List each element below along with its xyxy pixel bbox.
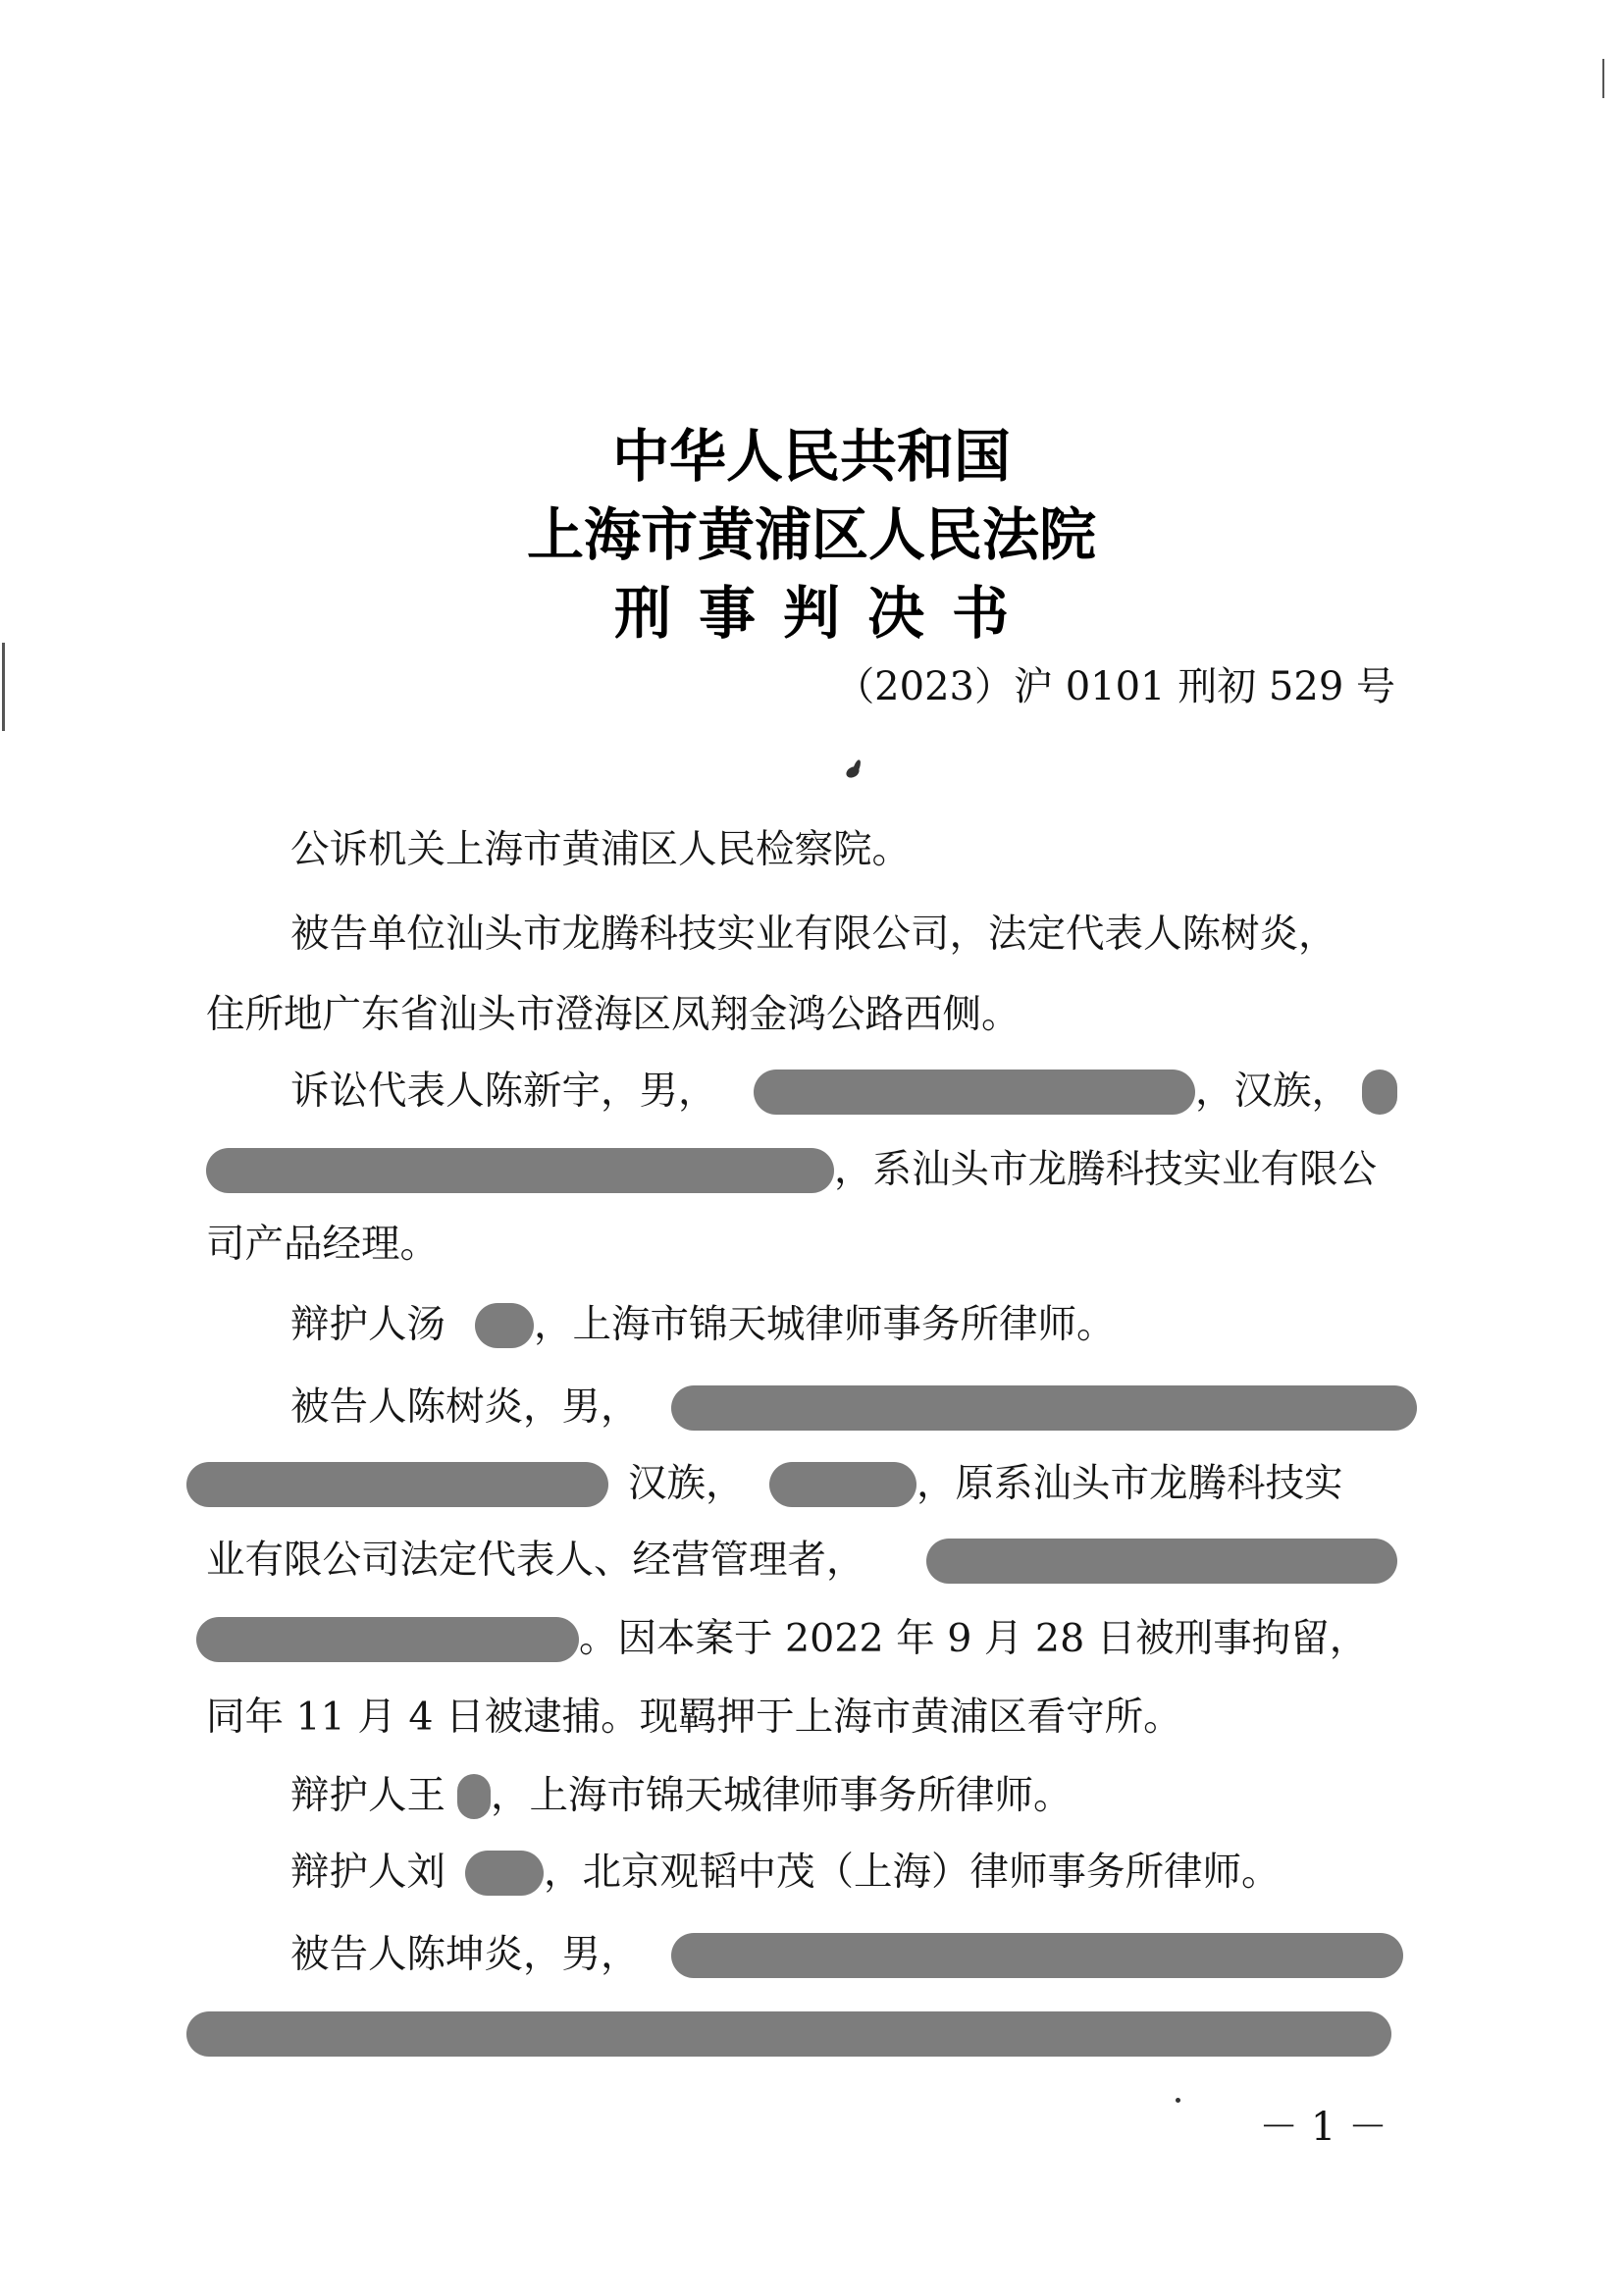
title-country: 中华人民共和国	[611, 423, 1011, 490]
defendant-chen-shuyan-line-3: 业有限公司法定代表人、经营管理者，	[206, 1538, 865, 1583]
prosecutor-line: 公诉机关上海市黄浦区人民检察院。	[290, 827, 911, 872]
defendant-chen-shuyan-line-1: 被告人陈树炎，男，	[290, 1384, 640, 1430]
defender-wang-b: ，上海市锦天城律师事务所律师。	[491, 1773, 1073, 1818]
redaction-block	[186, 1462, 608, 1507]
page-number: － 1 －	[1259, 2105, 1387, 2150]
defender-liu-a: 辩护人刘	[290, 1850, 445, 1895]
litigation-rep-line-3: 司产品经理。	[206, 1222, 439, 1267]
redaction-block	[465, 1851, 544, 1896]
scan-edge-mark	[1602, 59, 1604, 98]
redaction-block	[769, 1462, 916, 1507]
scan-edge-mark	[2, 643, 5, 731]
defendant-chen-kunyan-line-1: 被告人陈坤炎，男，	[290, 1932, 640, 1977]
title-court: 上海市黄浦区人民法院	[526, 501, 1096, 568]
defendant-chen-shuyan-line-4: 。因本案于 2022 年 9 月 28 日被刑事拘留，	[579, 1616, 1369, 1661]
redaction-block	[926, 1539, 1397, 1584]
redaction-block	[671, 1385, 1417, 1431]
litigation-rep-line-2: ，系汕头市龙腾科技实业有限公	[834, 1147, 1377, 1192]
defendant-chen-shuyan-line-5: 同年 11 月 4 日被逮捕。现羁押于上海市黄浦区看守所。	[206, 1695, 1182, 1740]
scan-speck	[1176, 2098, 1180, 2103]
defender-liu-b: ，北京观韬中茂（上海）律师事务所律师。	[544, 1850, 1281, 1895]
redaction-block	[196, 1617, 579, 1662]
redaction-block	[671, 1933, 1403, 1978]
litigation-rep-line-1b: ，汉族，	[1195, 1069, 1350, 1114]
redaction-block	[457, 1774, 491, 1819]
scan-speck	[851, 758, 862, 775]
redaction-block	[206, 1148, 834, 1193]
defendant-unit-line-1: 被告单位汕头市龙腾科技实业有限公司，法定代表人陈树炎，	[290, 912, 1337, 957]
defendant-chen-shuyan-line-2b: ，原系汕头市龙腾科技实	[916, 1461, 1343, 1506]
redaction-block	[754, 1070, 1195, 1115]
defendant-chen-shuyan-line-2a: 汉族，	[628, 1461, 745, 1506]
title-document-type: 刑事判决书	[613, 580, 1036, 647]
case-number: （2023）沪 0101 刑初 529 号	[835, 664, 1395, 709]
redaction-block	[475, 1303, 534, 1348]
defender-tang-b: ，上海市锦天城律师事务所律师。	[534, 1302, 1116, 1347]
defendant-unit-line-2: 住所地广东省汕头市澄海区凤翔金鸿公路西侧。	[206, 992, 1021, 1037]
litigation-rep-line-1a: 诉讼代表人陈新宇，男，	[290, 1069, 717, 1114]
redaction-block	[186, 2011, 1391, 2057]
defender-wang-a: 辩护人王	[290, 1773, 445, 1818]
redaction-block	[1362, 1070, 1397, 1115]
defender-tang-a: 辩护人汤	[290, 1302, 445, 1347]
